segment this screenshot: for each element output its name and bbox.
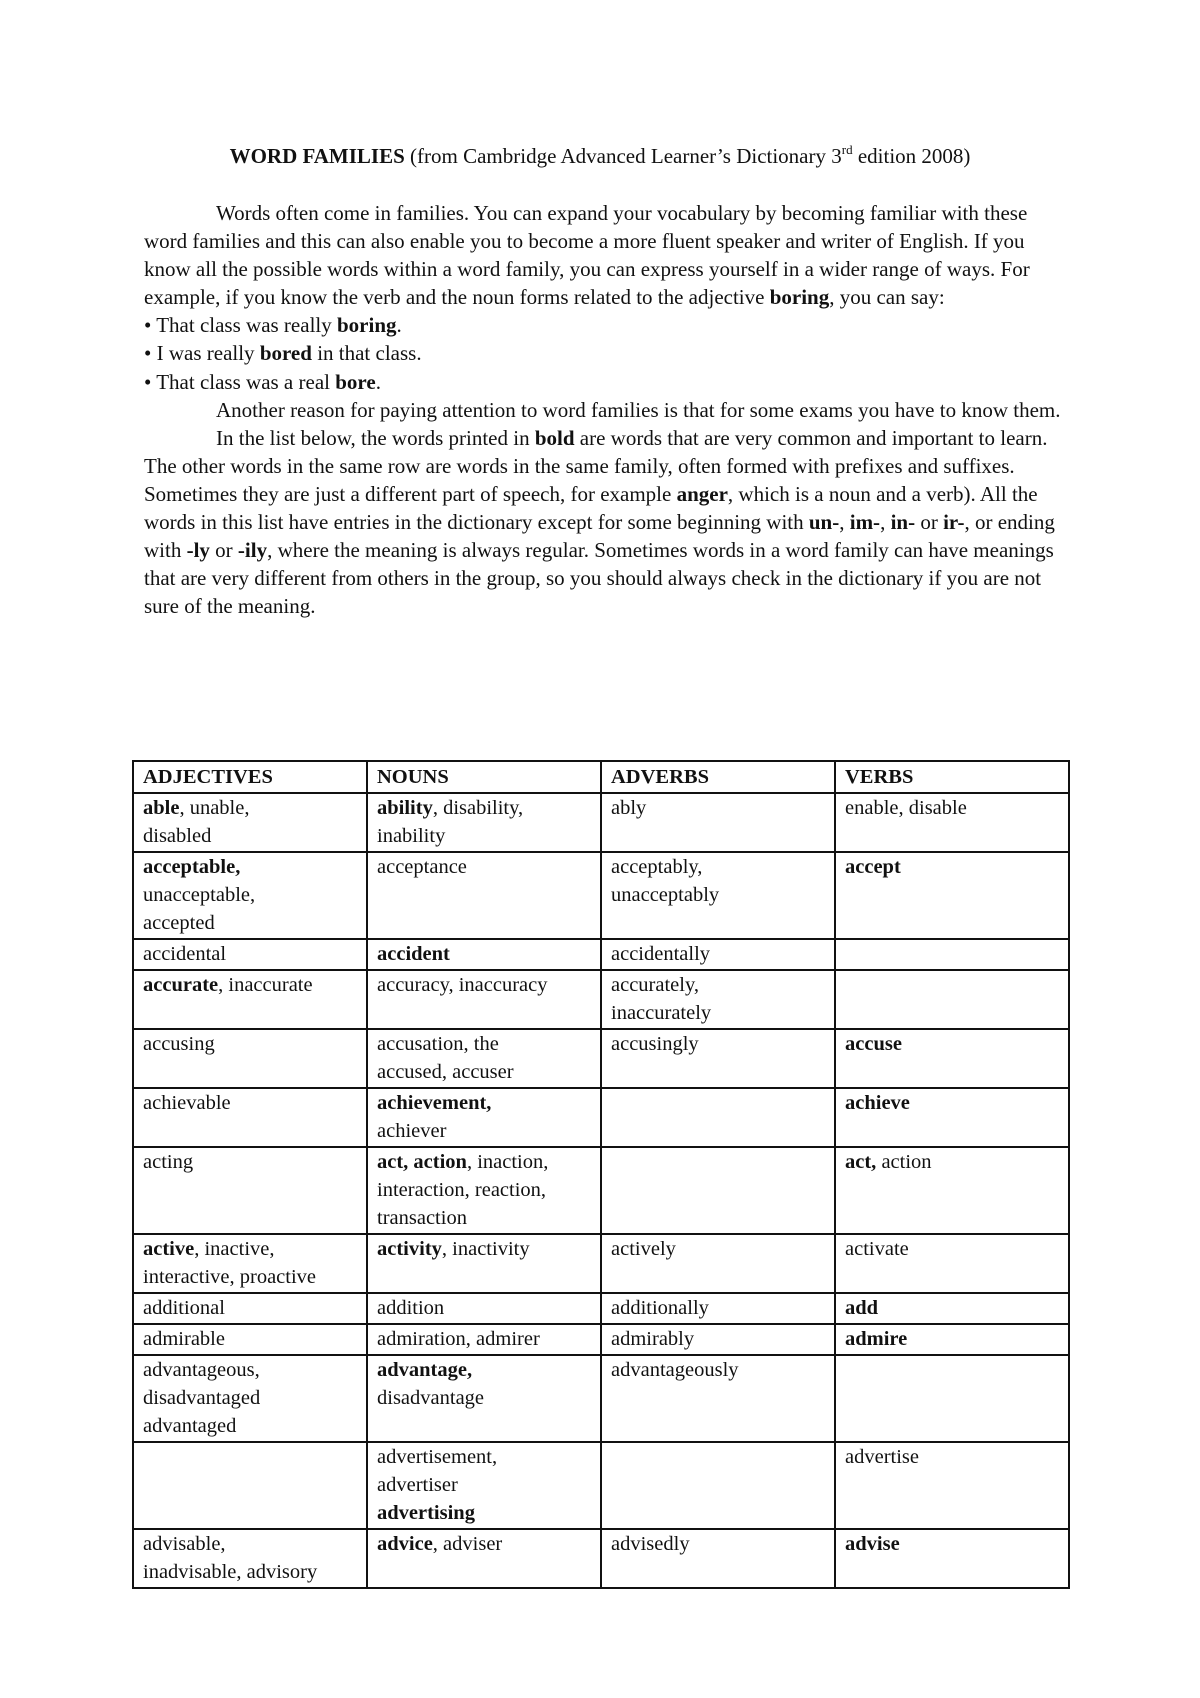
cell-verbs [835, 1442, 1069, 1529]
cell-nouns [367, 1029, 601, 1088]
title-bold: WORD FAMILIES [229, 144, 405, 168]
cell-nouns-text: advertiser [377, 1474, 458, 1496]
cell-verbs-text: activate [845, 1238, 909, 1260]
header-nouns: NOUNS [367, 761, 601, 793]
header-adverbs: ADVERBS [601, 761, 835, 793]
cell-verbs [835, 1529, 1069, 1588]
cell-adjectives-text: achievable [143, 1092, 231, 1114]
cell-nouns-text: , disability, [432, 797, 524, 819]
cell-nouns-text: , inaction, [466, 1151, 549, 1173]
cell-adjectives-text: advantaged [143, 1415, 237, 1437]
cell-nouns [367, 939, 601, 970]
intro-p3-bold-text: ir- [943, 510, 965, 535]
cell-verbs-text: enable, disable [845, 797, 967, 819]
intro-p3-text: are words that are very common and important to learn. The other words in the same row are words in the same family, often formed with prefixes and suffixes. Sometimes they are just a different part of speech, for example [144, 425, 1048, 506]
cell-verbs-bold-text: advise [845, 1533, 900, 1555]
cell-adjectives-bold-text: accurate [143, 974, 219, 996]
cell-adjectives [133, 1529, 367, 1588]
cell-adverbs-text: ably [611, 797, 647, 819]
cell-nouns [367, 1293, 601, 1324]
cell-adjectives [133, 1029, 367, 1088]
cell-nouns [367, 1147, 601, 1234]
cell-adjectives-text: admirable [143, 1328, 225, 1350]
bullet-item: • I was really bored in that class. [144, 341, 422, 366]
cell-nouns [367, 852, 601, 939]
cell-adjectives-text: unacceptable, [143, 884, 256, 906]
cell-adjectives-text: , inactive, [194, 1238, 275, 1260]
intro-paragraph-3 [144, 424, 1074, 621]
table-row [133, 1442, 1069, 1529]
page-title [0, 142, 1200, 170]
cell-verbs [835, 939, 1069, 970]
cell-adjectives [133, 970, 367, 1029]
cell-adjectives [133, 1234, 367, 1293]
cell-nouns-text: acceptance [377, 856, 467, 878]
cell-nouns-text: admiration, admirer [377, 1328, 540, 1350]
intro-p3-bold-text: -ly [186, 538, 210, 563]
cell-adjectives-text: accepted [143, 912, 215, 934]
cell-adjectives [133, 1293, 367, 1324]
cell-adjectives-bold-text: able [143, 797, 180, 819]
cell-nouns-text: addition [377, 1297, 445, 1319]
cell-verbs-bold-text: achieve [845, 1092, 910, 1114]
title-end: edition 2008) [852, 144, 971, 168]
cell-nouns-text: achiever [377, 1120, 447, 1142]
cell-adverbs [601, 1293, 835, 1324]
intro-p3-bold-text: im- [849, 510, 881, 535]
title-text: (from Cambridge Advanced Learner’s Dictionary 3 [404, 144, 842, 168]
intro-p3-text: , or ending with [144, 510, 1055, 563]
table-body [133, 793, 1069, 1588]
cell-adverbs-text: accusingly [611, 1033, 699, 1055]
cell-adjectives [133, 1442, 367, 1529]
cell-adverbs-text: unacceptably [611, 884, 720, 906]
intro-p3-text: or [915, 510, 944, 535]
bullet-item: • That class was really boring. [144, 313, 402, 338]
cell-adverbs [601, 1355, 835, 1442]
intro-p1-bold: boring [769, 285, 830, 310]
cell-verbs-bold-text: admire [845, 1328, 908, 1350]
cell-adjectives [133, 793, 367, 852]
cell-nouns-text: transaction [377, 1207, 467, 1229]
table-row [133, 970, 1069, 1029]
cell-adjectives-text: accusing [143, 1033, 215, 1055]
table-row [133, 1029, 1069, 1088]
cell-nouns-bold-text: achievement, [377, 1092, 492, 1114]
intro-p3-bold-text: anger [676, 481, 728, 506]
cell-nouns [367, 1088, 601, 1147]
cell-nouns [367, 970, 601, 1029]
cell-adverbs-text: advantageously [611, 1359, 739, 1381]
cell-adjectives-text: , inaccurate [218, 974, 313, 996]
cell-adverbs [601, 970, 835, 1029]
cell-nouns-text: disadvantage [377, 1387, 485, 1409]
cell-verbs-text: advertise [845, 1446, 919, 1468]
cell-nouns-text: inability [377, 825, 446, 847]
cell-adverbs-text: additionally [611, 1297, 709, 1319]
cell-verbs [835, 1324, 1069, 1355]
cell-adverbs [601, 852, 835, 939]
cell-nouns-bold-text: advantage, [377, 1359, 473, 1381]
intro-p3-text: , [880, 510, 891, 535]
cell-nouns-bold-text: advice [377, 1533, 433, 1555]
cell-verbs [835, 1355, 1069, 1442]
cell-adjectives-text: , unable, [179, 797, 250, 819]
cell-adjectives-text: acting [143, 1151, 194, 1173]
cell-verbs-text: action [876, 1151, 932, 1173]
cell-nouns-text: advertisement, [377, 1446, 498, 1468]
table-row [133, 1088, 1069, 1147]
table-row [133, 1324, 1069, 1355]
cell-nouns-bold-text: activity [377, 1238, 442, 1260]
cell-verbs [835, 793, 1069, 852]
cell-adverbs [601, 1029, 835, 1088]
cell-nouns [367, 1442, 601, 1529]
table-header-row [133, 761, 1069, 793]
intro-p3-bold-text: un- [808, 510, 840, 535]
intro-p3-text: , which is a noun and a verb). All the words in this list have entries in the dictionary except for some beginning with [144, 481, 1038, 535]
cell-adjectives [133, 852, 367, 939]
cell-nouns [367, 1234, 601, 1293]
cell-adverbs [601, 1529, 835, 1588]
cell-verbs-bold-text: accuse [845, 1033, 902, 1055]
cell-adjectives-text: disabled [143, 825, 212, 847]
intro-p3-bold-text: in- [890, 510, 916, 535]
cell-adverbs [601, 1442, 835, 1529]
table-row [133, 1147, 1069, 1234]
cell-verbs-bold-text: act, [845, 1151, 877, 1173]
intro-p1-text: Words often come in families. You can expand your vocabulary by becoming familiar with these word families and this can also enable you to become a more fluent speaker and writer of English. If you know all the possible words within a word family, you can express yourself in a wider range of ways. For example, if you know the verb and the noun forms related to the adjective [144, 201, 1030, 310]
cell-nouns-text: accused, accuser [377, 1061, 514, 1083]
cell-adverbs [601, 939, 835, 970]
cell-adverbs-text: inaccurately [611, 1002, 712, 1024]
intro-p1-end: , you can say: [829, 285, 945, 310]
table-row [133, 1234, 1069, 1293]
cell-verbs [835, 1234, 1069, 1293]
cell-nouns [367, 1355, 601, 1442]
cell-adjectives [133, 1355, 367, 1442]
cell-adjectives [133, 1324, 367, 1355]
intro-p3-text: or [209, 538, 238, 563]
cell-adjectives-bold-text: active [143, 1238, 195, 1260]
cell-adverbs-text: admirably [611, 1328, 695, 1350]
cell-adjectives-text: advantageous, [143, 1359, 260, 1381]
cell-adverbs [601, 1324, 835, 1355]
cell-nouns-text: , adviser [432, 1533, 503, 1555]
cell-nouns-bold-text: act, action [377, 1151, 467, 1173]
cell-verbs [835, 1029, 1069, 1088]
intro-p3-text: In the list below, the words printed in [216, 425, 535, 450]
cell-verbs [835, 1147, 1069, 1234]
cell-adverbs [601, 1234, 835, 1293]
table-row [133, 1529, 1069, 1588]
cell-adjectives-bold-text: acceptable, [143, 856, 241, 878]
intro-p3-text: , where the meaning is always regular. Sometimes words in a word family can have meanings that are very different from others in the group, so you should always check in the dictionary if you are not sure of the meaning. [144, 538, 1054, 619]
cell-verbs [835, 1293, 1069, 1324]
intro-paragraph-1 [144, 199, 1074, 311]
table-row [133, 852, 1069, 939]
example-bullets [144, 311, 1074, 395]
cell-verbs [835, 1088, 1069, 1147]
cell-adverbs [601, 793, 835, 852]
intro-p3-text: , [839, 510, 850, 535]
cell-nouns-text: interaction, reaction, [377, 1179, 547, 1201]
cell-nouns [367, 793, 601, 852]
cell-adjectives-text: inadvisable, advisory [143, 1561, 318, 1583]
cell-adverbs-text: accidentally [611, 943, 711, 965]
word-families-table [132, 760, 1070, 1589]
cell-adjectives-text: interactive, proactive [143, 1266, 317, 1288]
cell-nouns-bold-text: ability [377, 797, 433, 819]
cell-verbs-bold-text: add [845, 1297, 879, 1319]
cell-adjectives [133, 1147, 367, 1234]
header-adjectives: ADJECTIVES [133, 761, 367, 793]
header-verbs: VERBS [835, 761, 1069, 793]
cell-nouns [367, 1529, 601, 1588]
cell-adverbs-text: actively [611, 1238, 676, 1260]
cell-adjectives-text: advisable, [143, 1533, 226, 1555]
title-superscript: rd [841, 142, 853, 157]
cell-nouns-text: accusation, the [377, 1033, 499, 1055]
cell-adjectives [133, 939, 367, 970]
bullet-item: • That class was a real bore. [144, 369, 381, 394]
cell-nouns [367, 1324, 601, 1355]
cell-nouns-text: accuracy, inaccuracy [377, 974, 548, 996]
cell-adjectives-text: disadvantaged [143, 1387, 261, 1409]
cell-adjectives-text: accidental [143, 943, 227, 965]
cell-adverbs [601, 1088, 835, 1147]
cell-verbs-bold-text: accept [845, 856, 901, 878]
cell-adverbs-text: advisedly [611, 1533, 690, 1555]
cell-nouns-text: , inactivity [441, 1238, 530, 1260]
cell-adverbs [601, 1147, 835, 1234]
cell-adjectives-text: additional [143, 1297, 225, 1319]
intro-paragraph-2: Another reason for paying attention to word families is that for some exams you have to know them. [216, 397, 1061, 422]
intro-text [144, 199, 1074, 620]
cell-nouns-bold-text: advertising [377, 1502, 475, 1524]
cell-verbs [835, 852, 1069, 939]
table-row [133, 939, 1069, 970]
cell-verbs [835, 970, 1069, 1029]
intro-p3-bold-text: -ily [237, 538, 268, 563]
cell-adverbs-text: acceptably, [611, 856, 703, 878]
cell-adverbs-text: accurately, [611, 974, 700, 996]
table-row [133, 793, 1069, 852]
table-row [133, 1355, 1069, 1442]
cell-adjectives [133, 1088, 367, 1147]
table-row [133, 1293, 1069, 1324]
intro-p3-bold-text: bold [534, 425, 575, 450]
cell-nouns-bold-text: accident [377, 943, 450, 965]
